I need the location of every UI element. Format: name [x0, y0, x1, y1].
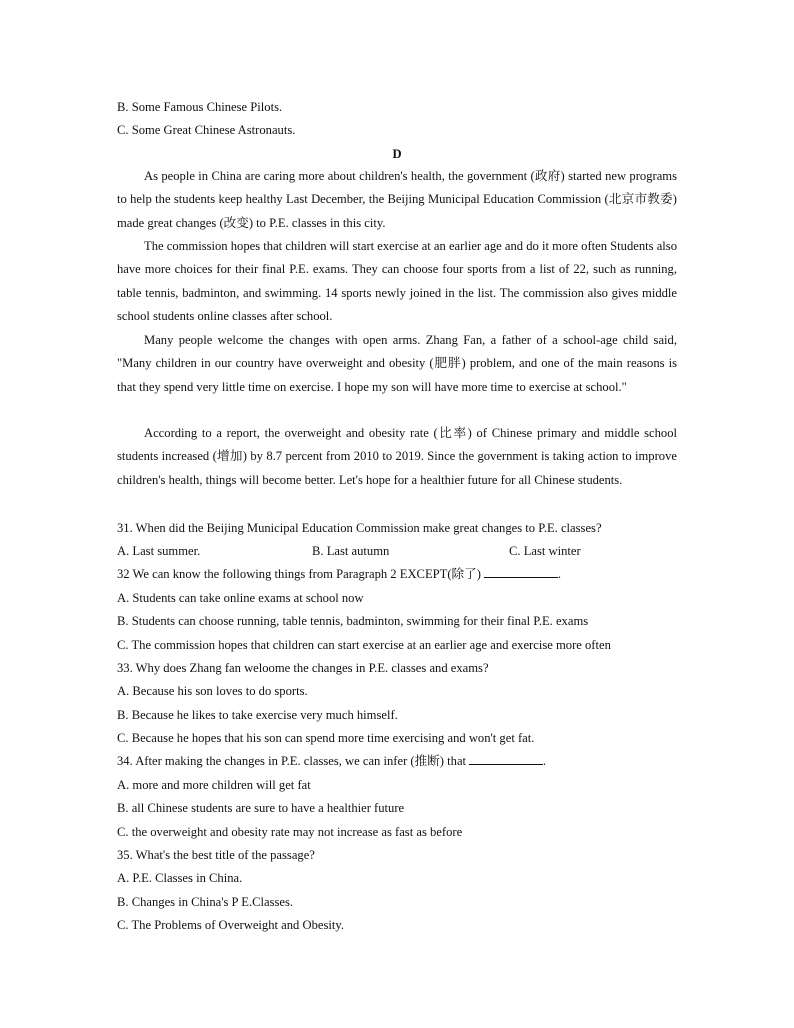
prev-option-b: B. Some Famous Chinese Pilots.	[117, 100, 283, 114]
q33-option-b: B. Because he likes to take exercise very much himself.	[117, 708, 398, 722]
passage-label: D	[392, 147, 402, 161]
q35-option-c: C. The Problems of Overweight and Obesity.	[117, 918, 345, 932]
q34-option-c: C. the overweight and obesity rate may not increase as fast as before	[117, 825, 463, 839]
q35-stem: 35. What's the best title of the passage?	[117, 848, 315, 862]
q32-option-b: B. Students can choose running, table tennis, badminton, swimming for their final P.E. exams	[117, 614, 589, 628]
q32-stem-end: .	[557, 567, 562, 581]
q33-option-a: A. Because his son loves to do sports.	[117, 684, 308, 698]
q35-option-b: B. Changes in China's P E.Classes.	[117, 895, 294, 909]
q33-stem: 33. Why does Zhang fan weloome the changes in P.E. classes and exams?	[117, 661, 489, 675]
paragraph-3: Many people welcome the changes with open arms. Zhang Fan, a father of a school-age child said, "Many children in our country have overweight and obesity (肥胖) problem, and one of the main reasons is that they spend very little time on exercise. I hope my son will have more time to exercise at school."	[117, 333, 677, 394]
q35-option-a: A. P.E. Classes in China.	[117, 871, 243, 885]
q32-option-c: C. The commission hopes that children can start exercise at an earlier age and exercise more often	[117, 638, 611, 652]
paragraph-4: According to a report, the overweight and obesity rate (比率) of Chinese primary and middle school students increased (增加) by 8.7 percent from 2010 to 2019. Since the government is taking action to improve children's health, things will become better. Let's hope for a healthier future for all Chinese students.	[117, 426, 677, 487]
prev-option-c: C. Some Great Chinese Astronauts.	[117, 123, 296, 137]
q31-stem: 31. When did the Beijing Municipal Education Commission make great changes to P.E. classes?	[117, 521, 602, 535]
q34-stem-end: .	[543, 754, 547, 768]
q34-stem: 34. After making the changes in P.E. classes, we can infer (推断) that	[117, 754, 467, 768]
q31-option-b: B. Last autumn	[312, 544, 390, 558]
q34-answer-blank	[469, 753, 543, 765]
q32-stem: 32 We can know the following things from Paragraph 2 EXCEPT(除了)	[117, 567, 481, 581]
q32-stem-line	[117, 566, 561, 582]
q34-option-b: B. all Chinese students are sure to have a healthier future	[117, 801, 405, 815]
q34-option-a: A. more and more children will get fat	[117, 778, 311, 792]
q32-option-a: A. Students can take online exams at school now	[117, 591, 364, 605]
q33-option-c: C. Because he hopes that his son can spend more time exercising and won't get fat.	[117, 731, 535, 745]
q31-option-c: C. Last winter	[509, 544, 581, 558]
q34-stem-line	[117, 753, 546, 769]
q32-answer-blank	[484, 566, 558, 578]
paragraph-2: The commission hopes that children will start exercise at an earlier age and do it more often Students also have more choices for their final P.E. exams. They can choose four sports from a list of 22, such as running, table tennis, badminton, and swimming. 14 sports newly joined in the list. The commission also gives middle school students online classes after school.	[117, 239, 677, 324]
paragraph-1: As people in China are caring more about children's health, the government (政府) started new programs to help the students keep healthy Last December, the Beijing Municipal Education Commission (北京市教委) made great changes (改变) to P.E. classes in this city.	[117, 169, 677, 230]
q31-option-a: A. Last summer.	[117, 544, 201, 558]
